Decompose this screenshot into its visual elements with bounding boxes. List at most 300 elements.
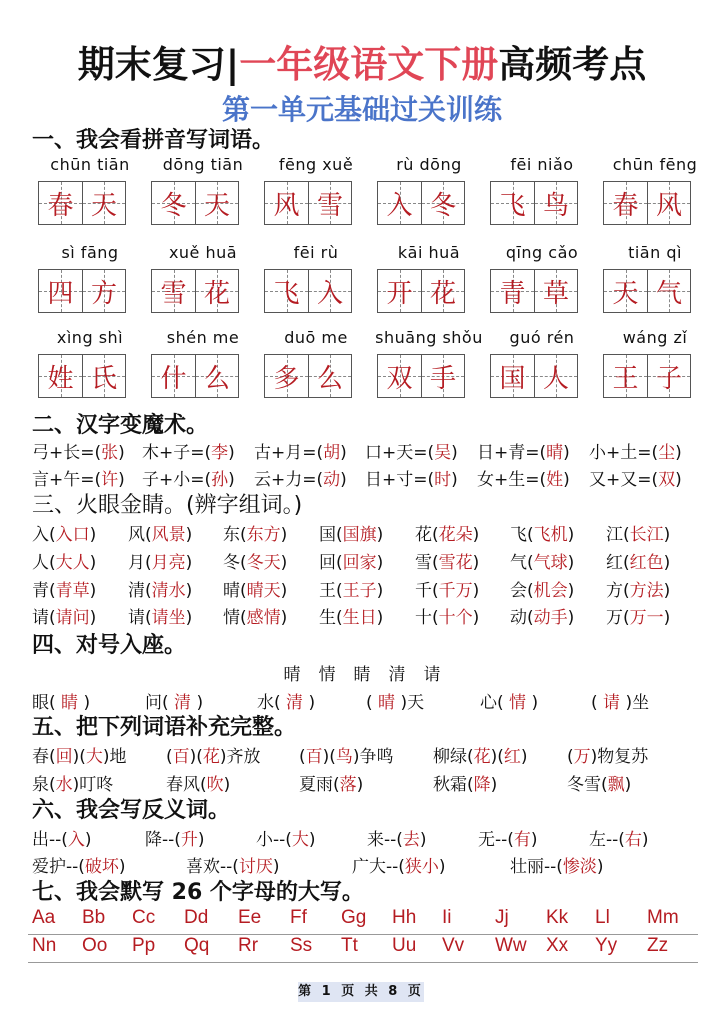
word-group-item — [319, 520, 383, 545]
static-text: )( — [322, 747, 336, 767]
answer-text[interactable]: 清水 — [151, 581, 186, 601]
tianzige-cell — [378, 355, 421, 397]
answer-text[interactable]: 吹 — [206, 775, 224, 795]
answer-text[interactable]: 鸟 — [335, 747, 353, 767]
answer-text[interactable]: 清 — [174, 693, 192, 713]
idiom-item — [166, 742, 261, 767]
answer-text[interactable]: 千万 — [438, 581, 473, 601]
static-text: )( — [189, 747, 203, 767]
match-item — [366, 688, 424, 713]
tianzige-box[interactable] — [490, 354, 578, 398]
static-text: 柳绿( — [433, 747, 474, 767]
tianzige-box[interactable] — [490, 181, 578, 225]
answer-text[interactable]: 万一 — [629, 608, 664, 628]
question-text: 入( — [32, 525, 56, 545]
word-group-item — [32, 576, 96, 601]
answer-character: 气 — [655, 278, 682, 309]
question-text: 江( — [606, 525, 630, 545]
answer-text[interactable]: 惨淡 — [562, 857, 597, 877]
tianzige-cell — [82, 270, 125, 312]
compose-item — [365, 438, 458, 463]
tianzige-cell — [421, 270, 464, 312]
tianzige-cell — [39, 270, 82, 312]
closing-paren: ) — [89, 581, 97, 601]
tianzige-cell — [491, 355, 534, 397]
static-text: )物复苏 — [590, 747, 649, 767]
tianzige-cell — [265, 355, 308, 397]
answer-text[interactable]: 吴 — [434, 443, 452, 463]
static-text: )地 — [102, 747, 127, 767]
answer-text[interactable]: 花 — [473, 747, 491, 767]
tianzige-cell — [265, 182, 308, 224]
answer-text[interactable]: 百 — [305, 747, 323, 767]
idiom-item — [32, 770, 113, 795]
question-text: 十( — [415, 608, 439, 628]
static-text: 春风( — [166, 775, 207, 795]
antonym-item — [32, 852, 126, 877]
closing-paren: ) — [530, 830, 538, 850]
question-text: 云+力=( — [254, 470, 324, 490]
title-part-1: 期末复习| — [77, 43, 240, 86]
suffix-text: ) — [303, 693, 316, 713]
static-text: 冬雪( — [567, 775, 608, 795]
letter-pair: Gg — [341, 907, 367, 928]
answer-text[interactable]: 国旗 — [342, 525, 377, 545]
answer-text[interactable]: 去 — [402, 830, 420, 850]
word-group-item — [319, 603, 383, 628]
antonym-item — [352, 852, 446, 877]
question-text: 千( — [415, 581, 439, 601]
answer-text[interactable]: 大人 — [55, 553, 90, 573]
question-text: 爱护--( — [32, 857, 85, 877]
answer-text[interactable]: 姓 — [546, 470, 564, 490]
answer-character: 国 — [499, 363, 526, 394]
answer-character: 方 — [90, 278, 117, 309]
letter-pair: Qq — [184, 935, 210, 956]
idiom-item — [433, 770, 497, 795]
closing-paren: ) — [118, 443, 125, 463]
antonym-item — [186, 852, 280, 877]
compose-item — [477, 465, 570, 490]
word-group-item — [510, 520, 574, 545]
letter-pair: Hh — [392, 907, 417, 928]
word-group-item — [223, 548, 287, 573]
word-group-item — [510, 548, 574, 573]
tianzige-cell — [308, 270, 351, 312]
question-text: 清( — [128, 581, 152, 601]
pinyin-word — [262, 328, 370, 394]
closing-paren: ) — [228, 470, 235, 490]
tianzige-box[interactable] — [151, 181, 239, 225]
answer-text[interactable]: 狭小 — [404, 857, 439, 877]
word-group-item — [415, 520, 479, 545]
answer-character: 花 — [203, 278, 230, 309]
answer-text[interactable]: 生日 — [342, 608, 377, 628]
question-text: 东( — [223, 525, 247, 545]
answer-character: 花 — [429, 278, 456, 309]
letter-pair: Kk — [546, 907, 569, 928]
tianzige-cell — [378, 270, 421, 312]
closing-paren: ) — [280, 553, 288, 573]
tianzige-box[interactable] — [264, 181, 352, 225]
static-text: ) — [356, 775, 364, 795]
closing-paren: ) — [472, 608, 480, 628]
tianzige-cell — [604, 355, 647, 397]
closing-paren: ) — [280, 581, 288, 601]
closing-paren: ) — [185, 553, 193, 573]
word-group-item — [415, 548, 479, 573]
answer-text[interactable]: 气球 — [533, 553, 568, 573]
closing-paren: ) — [89, 553, 97, 573]
tianzige-cell — [534, 270, 577, 312]
answer-character: 雪 — [316, 190, 343, 221]
word-group-item — [606, 520, 670, 545]
answer-text[interactable]: 十个 — [438, 608, 473, 628]
pinyin-label: chūn fēng — [612, 155, 698, 174]
answer-text[interactable]: 青草 — [55, 581, 90, 601]
answer-text[interactable]: 晴天 — [246, 581, 281, 601]
static-text: ( — [166, 747, 173, 767]
closing-paren: ) — [197, 830, 205, 850]
letter-pair: Ee — [238, 907, 262, 928]
closing-paren: ) — [340, 470, 347, 490]
choice-character: 清 — [388, 665, 406, 685]
answer-text[interactable]: 王子 — [342, 581, 377, 601]
letter-pair: Rr — [238, 935, 259, 956]
answer-character: 入 — [316, 278, 343, 309]
static-text: ) — [624, 775, 632, 795]
match-item — [591, 688, 649, 713]
question-text: 红( — [606, 553, 630, 573]
answer-text[interactable]: 入 — [67, 830, 85, 850]
compose-item — [589, 465, 682, 490]
tianzige-cell — [39, 182, 82, 224]
word-group-item — [510, 603, 574, 628]
answer-text[interactable]: 花朵 — [438, 525, 473, 545]
answer-character: 飞 — [273, 278, 300, 309]
word-group-item — [32, 548, 96, 573]
tianzige-box[interactable] — [151, 269, 239, 313]
answer-text[interactable]: 动手 — [533, 608, 568, 628]
page-indicator: 第 1 页 共 8 页 — [298, 982, 424, 1002]
choice-character: 情 — [318, 665, 336, 685]
compose-item — [589, 438, 682, 463]
tianzige-cell — [152, 270, 195, 312]
alphabet-row — [28, 935, 698, 963]
suffix-text: ) — [78, 693, 91, 713]
answer-text[interactable]: 花 — [202, 747, 220, 767]
pinyin-word — [601, 328, 709, 394]
answer-text[interactable]: 请 — [603, 693, 621, 713]
answer-text[interactable]: 飘 — [607, 775, 625, 795]
question-text: 请( — [32, 608, 56, 628]
answer-character: 天 — [203, 190, 230, 221]
answer-text[interactable]: 长江 — [629, 525, 664, 545]
answer-text[interactable]: 请坐 — [151, 608, 186, 628]
answer-text[interactable]: 许 — [101, 470, 119, 490]
answer-text[interactable]: 回家 — [342, 553, 377, 573]
pinyin-word — [149, 328, 257, 394]
question-text: 降--( — [145, 830, 181, 850]
pinyin-row — [36, 155, 696, 225]
tianzige-cell — [491, 182, 534, 224]
answer-text[interactable]: 尘 — [658, 443, 676, 463]
answer-text[interactable]: 回 — [55, 747, 73, 767]
pinyin-label: sì fāng — [61, 243, 119, 262]
idiom-item — [32, 742, 127, 767]
question-text: 口+天=( — [365, 443, 435, 463]
tianzige-cell — [195, 270, 238, 312]
answer-text[interactable]: 孙 — [211, 470, 229, 490]
static-text: ( — [299, 747, 306, 767]
compose-item — [365, 465, 458, 490]
answer-text[interactable]: 水 — [55, 775, 73, 795]
compose-item — [254, 438, 347, 463]
answer-character: 什 — [160, 363, 187, 394]
answer-character: 氏 — [90, 363, 117, 394]
question-text: 动( — [510, 608, 534, 628]
closing-paren: ) — [376, 525, 384, 545]
answer-text[interactable]: 破坏 — [84, 857, 119, 877]
question-text: 言+午=( — [32, 470, 102, 490]
answer-character: 飞 — [499, 190, 526, 221]
tianzige-box[interactable] — [377, 181, 465, 225]
question-text: 王( — [319, 581, 343, 601]
closing-paren: ) — [340, 443, 347, 463]
section-5-heading: 五、把下列词语补充完整。 — [32, 715, 297, 740]
answer-text[interactable]: 大 — [291, 830, 309, 850]
letter-pair: Zz — [647, 935, 669, 956]
answer-text[interactable]: 入口 — [55, 525, 90, 545]
tianzige-box[interactable] — [151, 354, 239, 398]
question-text: 万( — [606, 608, 630, 628]
letter-pair: Yy — [595, 935, 618, 956]
tianzige-box[interactable] — [377, 269, 465, 313]
answer-character: 雪 — [160, 278, 187, 309]
answer-text[interactable]: 讨厌 — [238, 857, 273, 877]
tianzige-cell — [308, 355, 351, 397]
pinyin-label: fēi niǎo — [510, 155, 574, 174]
closing-paren: ) — [567, 608, 575, 628]
answer-text[interactable]: 晴 — [546, 443, 564, 463]
answer-character: 双 — [386, 363, 413, 394]
answer-text[interactable]: 红色 — [629, 553, 664, 573]
prefix-text: 问( — [145, 693, 175, 713]
antonym-item — [367, 825, 427, 850]
answer-text[interactable]: 时 — [434, 470, 452, 490]
tianzige-cell — [378, 182, 421, 224]
answer-character: 王 — [612, 363, 639, 394]
pinyin-row — [36, 328, 696, 398]
letter-pair: Xx — [546, 935, 569, 956]
pinyin-label: rù dōng — [396, 155, 462, 174]
word-group-item — [606, 548, 670, 573]
static-text: ( — [567, 747, 574, 767]
closing-paren: ) — [596, 857, 604, 877]
pinyin-word — [488, 155, 596, 221]
letter-pair: Pp — [132, 935, 156, 956]
closing-paren: ) — [308, 830, 316, 850]
suffix-text: )天 — [395, 693, 425, 713]
pinyin-word — [601, 155, 709, 221]
tianzige-cell — [152, 355, 195, 397]
closing-paren: ) — [675, 470, 682, 490]
word-group-item — [415, 603, 479, 628]
idiom-item — [433, 742, 528, 767]
answer-text[interactable]: 雪花 — [438, 553, 473, 573]
answer-text[interactable]: 升 — [180, 830, 198, 850]
answer-text[interactable]: 红 — [503, 747, 521, 767]
question-text: 晴( — [223, 581, 247, 601]
tianzige-box[interactable] — [377, 354, 465, 398]
answer-text[interactable]: 百 — [172, 747, 190, 767]
answer-text[interactable]: 请问 — [55, 608, 90, 628]
question-text: 情( — [223, 608, 247, 628]
choice-character: 睛 — [353, 665, 371, 685]
letter-pair: Mm — [647, 907, 679, 928]
pinyin-label: chūn tiān — [50, 155, 130, 174]
question-text: 女+生=( — [477, 470, 547, 490]
closing-paren: ) — [376, 581, 384, 601]
static-text: )齐放 — [219, 747, 261, 767]
closing-paren: ) — [228, 443, 235, 463]
static-text: )叮咚 — [72, 775, 114, 795]
closing-paren: ) — [663, 525, 671, 545]
tianzige-box[interactable] — [490, 269, 578, 313]
word-group-item — [606, 576, 670, 601]
pinyin-word — [149, 155, 257, 221]
closing-paren: ) — [675, 443, 682, 463]
static-text: 春( — [32, 747, 56, 767]
tianzige-box[interactable] — [38, 269, 126, 313]
closing-paren: ) — [84, 830, 92, 850]
tianzige-box[interactable] — [603, 269, 691, 313]
pinyin-word — [488, 243, 596, 309]
idiom-item — [299, 742, 394, 767]
answer-character: 子 — [655, 363, 682, 394]
letter-pair: Oo — [82, 935, 108, 956]
section-1-heading: 一、我会看拼音写词语。 — [32, 128, 275, 153]
question-text: 回( — [319, 553, 343, 573]
suffix-text: ) — [191, 693, 204, 713]
closing-paren: ) — [563, 470, 570, 490]
antonym-item — [510, 852, 604, 877]
answer-text[interactable]: 大 — [85, 747, 103, 767]
letter-pair: Ss — [290, 935, 313, 956]
tianzige-box[interactable] — [38, 181, 126, 225]
question-text: 古+月=( — [254, 443, 324, 463]
answer-text[interactable]: 落 — [339, 775, 357, 795]
answer-text[interactable]: 李 — [211, 443, 229, 463]
answer-text[interactable]: 月亮 — [151, 553, 186, 573]
tianzige-cell — [421, 182, 464, 224]
tianzige-cell — [195, 182, 238, 224]
pinyin-word — [36, 155, 144, 221]
answer-text[interactable]: 情 — [509, 693, 527, 713]
closing-paren: ) — [567, 525, 575, 545]
pinyin-word — [375, 328, 483, 394]
question-text: 左--( — [589, 830, 625, 850]
answer-text[interactable]: 风景 — [151, 525, 186, 545]
question-text: 人( — [32, 553, 56, 573]
question-text: 生( — [319, 608, 343, 628]
closing-paren: ) — [118, 857, 126, 877]
static-text: ) — [223, 775, 231, 795]
pinyin-word — [262, 243, 370, 309]
answer-character: 四 — [47, 278, 74, 309]
pinyin-label: dōng tiān — [162, 155, 244, 174]
answer-text[interactable]: 清 — [286, 693, 304, 713]
title-part-highlight: 一年级语文下册 — [239, 43, 499, 86]
static-text: 秋霜( — [433, 775, 474, 795]
answer-character: 风 — [655, 190, 682, 221]
answer-text[interactable]: 降 — [473, 775, 491, 795]
tianzige-box[interactable] — [264, 354, 352, 398]
word-group-item — [128, 548, 192, 573]
closing-paren: ) — [272, 857, 280, 877]
tianzige-cell — [421, 355, 464, 397]
tianzige-box[interactable] — [38, 354, 126, 398]
answer-character: 鸟 — [542, 190, 569, 221]
closing-paren: ) — [419, 830, 427, 850]
pinyin-label: tiān qì — [628, 243, 682, 262]
question-text: 日+寸=( — [365, 470, 435, 490]
answer-character: 草 — [542, 278, 569, 309]
closing-paren: ) — [185, 581, 193, 601]
word-group-item — [319, 576, 383, 601]
answer-text[interactable]: 右 — [624, 830, 642, 850]
closing-paren: ) — [567, 581, 575, 601]
question-text: 来--( — [367, 830, 403, 850]
answer-text[interactable]: 胡 — [323, 443, 341, 463]
answer-text[interactable]: 方法 — [629, 581, 664, 601]
pinyin-word — [375, 155, 483, 221]
answer-text[interactable]: 感情 — [246, 608, 281, 628]
answer-text[interactable]: 万 — [573, 747, 591, 767]
answer-text[interactable]: 机会 — [533, 581, 568, 601]
answer-text[interactable]: 张 — [101, 443, 119, 463]
pinyin-label: shén me — [166, 328, 240, 347]
answer-text[interactable]: 飞机 — [533, 525, 568, 545]
antonym-item — [256, 825, 316, 850]
question-text: 冬( — [223, 553, 247, 573]
answer-text[interactable]: 晴 — [378, 693, 396, 713]
idiom-item — [567, 770, 631, 795]
tianzige-box[interactable] — [264, 269, 352, 313]
answer-text[interactable]: 有 — [513, 830, 531, 850]
word-group-item — [319, 548, 383, 573]
answer-text[interactable]: 睛 — [61, 693, 79, 713]
closing-paren: ) — [663, 608, 671, 628]
antonym-item — [589, 825, 649, 850]
static-text: ) — [490, 775, 498, 795]
answer-text[interactable]: 冬天 — [246, 553, 281, 573]
pinyin-word — [149, 243, 257, 309]
answer-text[interactable]: 东方 — [246, 525, 281, 545]
tianzige-box[interactable] — [603, 181, 691, 225]
tianzige-cell — [534, 355, 577, 397]
closing-paren: ) — [472, 581, 480, 601]
pinyin-label: shuāng shǒu — [375, 328, 483, 347]
closing-paren: ) — [89, 525, 97, 545]
tianzige-box[interactable] — [603, 354, 691, 398]
letter-pair: Cc — [132, 907, 156, 928]
answer-character: 春 — [612, 190, 639, 221]
answer-character: 天 — [90, 190, 117, 221]
question-text: 日+青=( — [477, 443, 547, 463]
answer-text[interactable]: 动 — [323, 470, 341, 490]
answer-text[interactable]: 双 — [658, 470, 676, 490]
